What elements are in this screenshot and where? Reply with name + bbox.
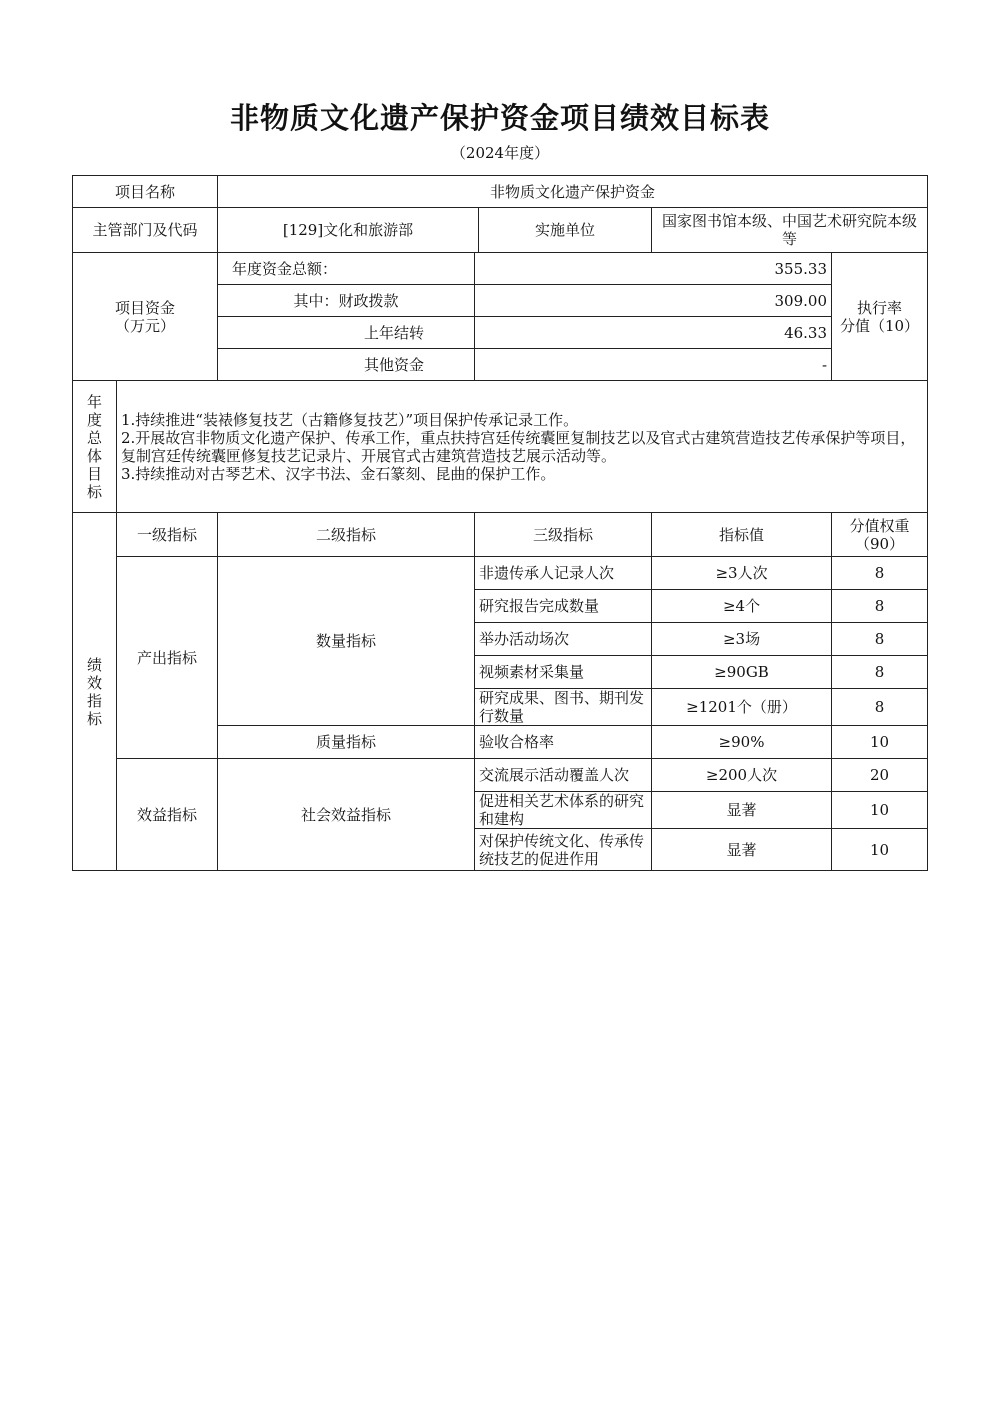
indicator-value: ≥1201个（册）	[652, 689, 832, 726]
page-title: 非物质文化遗产保护资金项目绩效目标表	[229, 101, 770, 135]
department-row	[73, 208, 928, 253]
department-value: [129]文化和旅游部	[218, 208, 479, 253]
implementer-label: 实施单位	[479, 208, 652, 253]
indicator-row	[73, 759, 928, 792]
header-level1: 一级指标	[117, 513, 218, 557]
execution-rate-score: 分值（10）	[839, 316, 920, 335]
funds-carryover-value: 46.33	[475, 317, 832, 349]
funds-carryover-label: 上年结转	[218, 317, 475, 349]
benefit-level1: 效益指标	[117, 759, 218, 871]
quantity-level2: 数量指标	[218, 557, 475, 726]
indicator-value: ≥200人次	[652, 759, 832, 792]
indicator-value: ≥90%	[652, 726, 832, 759]
indicator-header-row	[73, 513, 928, 557]
indicator-name: 对保护传统文化、传承传统技艺的促进作用	[475, 829, 652, 871]
indicator-name: 视频素材采集量	[475, 656, 652, 689]
header-value: 指标值	[652, 513, 832, 557]
performance-table	[72, 175, 928, 871]
indicator-weight: 10	[832, 792, 928, 829]
goals-text	[117, 381, 928, 513]
indicator-weight: 10	[832, 726, 928, 759]
department-label: 主管部门及代码	[73, 208, 218, 253]
output-level1: 产出指标	[117, 557, 218, 759]
funds-fiscal-value: 309.00	[475, 285, 832, 317]
indicator-name: 研究成果、图书、期刊发行数量	[475, 689, 652, 726]
indicator-value: ≥90GB	[652, 656, 832, 689]
goals-label: 年 度 总 体 目 标	[73, 381, 117, 513]
goal-item: 2.开展故宫非物质文化遗产保护、传承工作，重点扶持宫廷传统囊匣复制技艺以及官式古建筑营造技艺传承保护等项目，复制宫廷传统囊匣修复技艺记录片、开展官式古建筑营造技艺展示活动等。	[121, 428, 916, 465]
header-level3: 三级指标	[475, 513, 652, 557]
project-name-value: 非物质文化遗产保护资金	[218, 176, 928, 208]
funds-label: 项目资金	[115, 298, 176, 317]
indicator-name: 验收合格率	[475, 726, 652, 759]
project-name-row	[73, 176, 928, 208]
indicators-label: 绩 效 指 标	[73, 513, 117, 871]
indicator-weight: 8	[832, 623, 928, 656]
indicator-name: 促进相关艺术体系的研究和建构	[475, 792, 652, 829]
indicator-value: 显著	[652, 792, 832, 829]
indicator-name: 研究报告完成数量	[475, 590, 652, 623]
indicator-weight: 8	[832, 689, 928, 726]
goals-row	[73, 381, 928, 513]
goal-item: 1.持续推进“装裱修复技艺（古籍修复技艺）”项目保护传承记录工作。	[121, 410, 579, 429]
indicator-weight: 8	[832, 557, 928, 590]
indicator-value: 显著	[652, 829, 832, 871]
execution-rate-cell	[832, 253, 928, 381]
funds-row	[73, 253, 928, 285]
goal-item: 3.持续推动对古琴艺术、汉字书法、金石篆刻、昆曲的保护工作。	[121, 464, 556, 483]
funds-unit: （万元）	[115, 316, 176, 335]
project-name-label: 项目名称	[73, 176, 218, 208]
indicator-weight: 8	[832, 590, 928, 623]
indicator-row	[73, 557, 928, 590]
execution-rate-label: 执行率	[857, 298, 903, 317]
social-level2: 社会效益指标	[218, 759, 475, 871]
quality-level2: 质量指标	[218, 726, 475, 759]
funds-total-label: 年度资金总额：	[218, 253, 475, 285]
indicator-name: 交流展示活动覆盖人次	[475, 759, 652, 792]
indicator-name: 非遗传承人记录人次	[475, 557, 652, 590]
year-note: （2024年度）	[450, 144, 550, 162]
indicator-value: ≥3场	[652, 623, 832, 656]
funds-total-value: 355.33	[475, 253, 832, 285]
funds-other-value: -	[475, 349, 832, 381]
funds-fiscal-label: 其中：财政拨款	[218, 285, 475, 317]
implementer-value: 国家图书馆本级、中国艺术研究院本级等	[652, 208, 928, 253]
header-level2: 二级指标	[218, 513, 475, 557]
indicator-weight: 8	[832, 656, 928, 689]
indicator-value: ≥4个	[652, 590, 832, 623]
indicator-weight: 10	[832, 829, 928, 871]
indicator-name: 举办活动场次	[475, 623, 652, 656]
indicator-value: ≥3人次	[652, 557, 832, 590]
header-weight: 分值权重（90）	[832, 513, 928, 557]
funds-label-cell	[73, 253, 218, 381]
funds-other-label: 其他资金	[218, 349, 475, 381]
indicator-weight: 20	[832, 759, 928, 792]
